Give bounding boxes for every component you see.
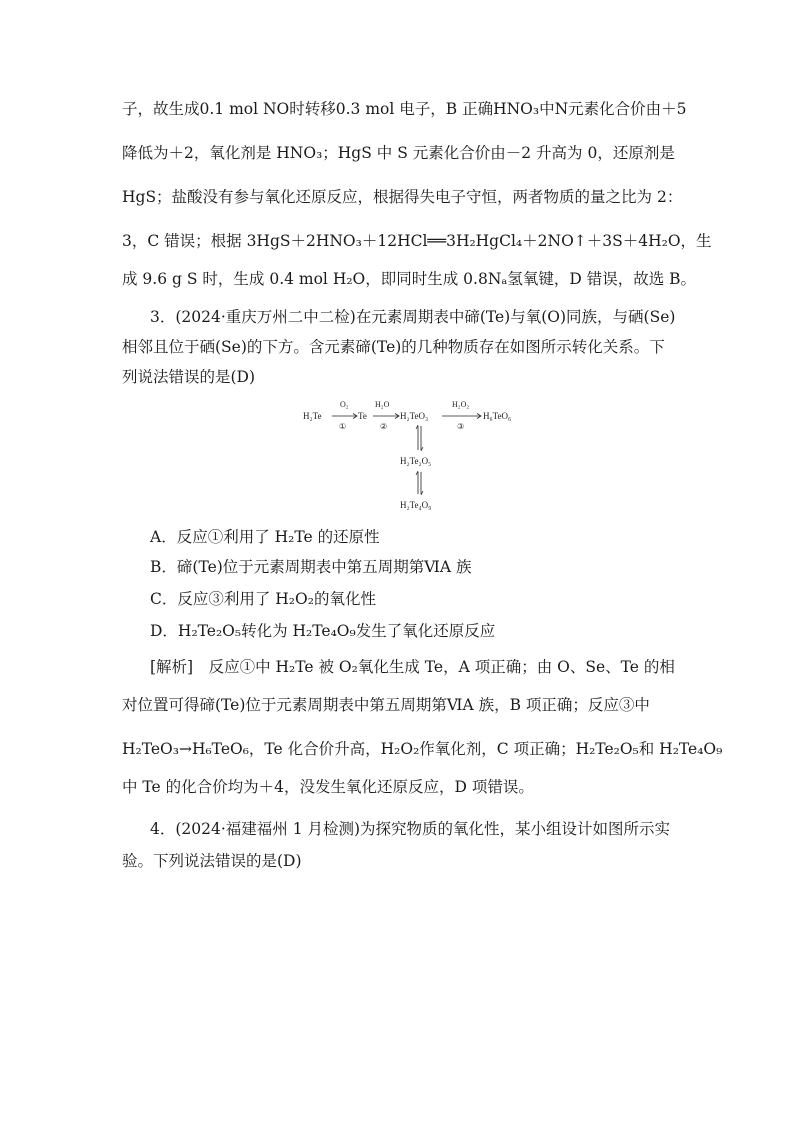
- scheme-reagent-o2: O₂: [340, 400, 349, 409]
- question3-stem-line-2: 相邻且位于硒(Se)的下方。含元素碲(Te)的几种物质存在如图所示转化关系。下: [122, 338, 665, 356]
- option-b: B．碲(Te)位于元素周期表中第五周期第ⅥA 族: [150, 558, 472, 576]
- scheme-h2teo3: H₂TeO₃: [400, 411, 429, 421]
- analysis-text-1: 反应①中 H₂Te 被 O₂氧化生成 Te，A 项正确；由 O、Se、Te 的相: [208, 658, 675, 676]
- solution2-line-1: 子，故生成0.1 mol NO时转移0.3 mol 电子，B 正确HNO₃中N元素化合价由＋5: [122, 100, 687, 118]
- scheme-step-2: ②: [380, 422, 388, 431]
- analysis-line-1: [150, 656, 700, 678]
- scheme-step-1: ①: [339, 422, 347, 431]
- option-a: A．反应①利用了 H₂Te 的还原性: [150, 528, 380, 546]
- conversion-scheme: [300, 396, 540, 514]
- question3-stem-line-3: 列说法错误的是(D): [122, 368, 256, 386]
- scheme-te: Te: [358, 411, 367, 421]
- scheme-h2te4o9: H₂Te₄O₉: [400, 500, 432, 510]
- analysis-line-3: H₂TeO₃→H₆TeO₆，Te 化合价升高，H₂O₂作氧化剂，C 项正确；H₂Te₂O₅和 H₂Te₄O₉: [122, 740, 723, 758]
- question3-stem-line-1: 3．(2024·重庆万州二中二检)在元素周期表中碲(Te)与氧(O)同族，与硒(Se): [150, 308, 676, 326]
- option-d: D．H₂Te₂O₅转化为 H₂Te₄O₉发生了氧化还原反应: [150, 622, 496, 640]
- question4-stem-line-2: 验。下列说法错误的是(D): [122, 852, 302, 870]
- analysis-line-2: 对位置可得碲(Te)位于元素周期表中第五周期第ⅥA 族，B 项正确；反应③中: [122, 696, 650, 714]
- scheme-h2te2o5: H₂Te₂O₅: [400, 456, 432, 466]
- solution2-line-4: 3，C 错误；根据 3HgS＋2HNO₃＋12HCl══3H₂HgCl₄＋2NO↑＋3S＋4H₂O，生: [122, 232, 712, 250]
- solution2-line-3: HgS；盐酸没有参与氧化还原反应，根据得失电子守恒，两者物质的量之比为 2：: [122, 188, 683, 206]
- scheme-h2te: H₂Te: [303, 411, 322, 421]
- scheme-h6teo6: H₆TeO₆: [483, 411, 512, 421]
- solution2-line-5: 成 9.6 g S 时，生成 0.4 mol H₂O，即同时生成 0.8Nₐ氢氧键，D 错误，故选 B。: [122, 270, 697, 288]
- scheme-reagent-h2o: H₂O: [375, 400, 390, 409]
- question4-stem-line-1: 4．(2024·福建福州 1 月检测)为探究物质的氧化性，某小组设计如图所示实: [150, 820, 671, 838]
- option-c: C．反应③利用了 H₂O₂的氧化性: [150, 590, 376, 608]
- analysis-tag: [解析]: [150, 658, 194, 676]
- solution2-line-2: 降低为＋2，氧化剂是 HNO₃；HgS 中 S 元素化合价由－2 升高为 0，还原剂是: [122, 144, 675, 162]
- scheme-step-3: ③: [457, 422, 465, 431]
- scheme-reagent-h2o2: H₂O₂: [452, 400, 470, 409]
- analysis-line-4: 中 Te 的化合价均为＋4，没发生氧化还原反应，D 项错误。: [122, 778, 534, 796]
